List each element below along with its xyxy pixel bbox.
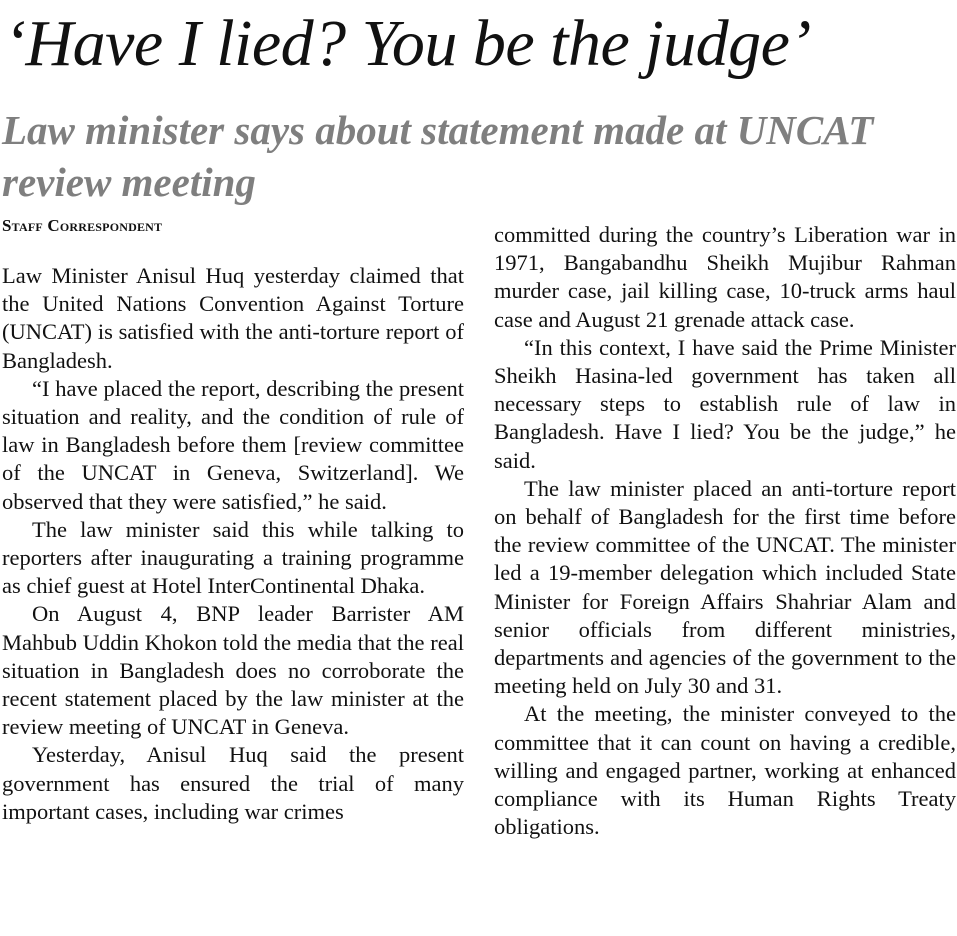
headline: ‘Have I lied? You be the judge’ <box>4 7 811 80</box>
paragraph: At the meeting, the minister conveyed to the committee that it can count on having a credible, willing and engaged partner, working at enhanced compliance with its Human Rights Treaty obligations. <box>494 701 956 840</box>
subheadline: Law minister says about statement made at UNCAT review meeting <box>2 107 874 205</box>
byline: Staff Correspondent <box>2 216 163 235</box>
paragraph: On August 4, BNP leader Barrister AM Mahbub Uddin Khokon told the media that the real situation in Bangladesh does no corroborate the recent statement placed by the law minister at the review meeting of UNCAT in Geneva. <box>2 601 464 740</box>
paragraph: “In this context, I have said the Prime Minister Sheikh Hasina-led government has taken all necessary steps to establish rule of law in Bangladesh. Have I lied? You be the judge,” he said. <box>494 334 956 473</box>
paragraph: Yesterday, Anisul Huq said the present government has ensured the trial of many important cases, including war crimes <box>2 742 464 824</box>
paragraph: The law minister placed an anti-torture report on behalf of Bangladesh for the first time before the review committee of the UNCAT. The minister led a 19-member delegation which included State Minister for Foreign Affairs Shahriar Alam and senior officials from different ministries, departments and agencies of the government to the meeting held on July 30 and 31. <box>494 475 956 699</box>
paragraph: committed during the country’s Liberation war in 1971, Bangabandhu Sheikh Mujibur Rahman murder case, jail killing case, 10-truck arms haul case and August 21 grenade attack case. <box>494 222 956 332</box>
left-column <box>2 262 464 826</box>
paragraph: Law Minister Anisul Huq yesterday claimed that the United Nations Convention Against Torture (UNCAT) is satisfied with the anti-torture report of Bangladesh. <box>2 263 464 373</box>
right-column <box>494 221 956 841</box>
paragraph: The law minister said this while talking to reporters after inaugurating a training programme as chief guest at Hotel InterContinental Dhaka. <box>2 516 464 599</box>
paragraph: “I have placed the report, describing the present situation and reality, and the condition of rule of law in Bangladesh before them [review committee of the UNCAT in Geneva, Switzerland]. We observed that they were satisfied,” he said. <box>2 375 464 514</box>
